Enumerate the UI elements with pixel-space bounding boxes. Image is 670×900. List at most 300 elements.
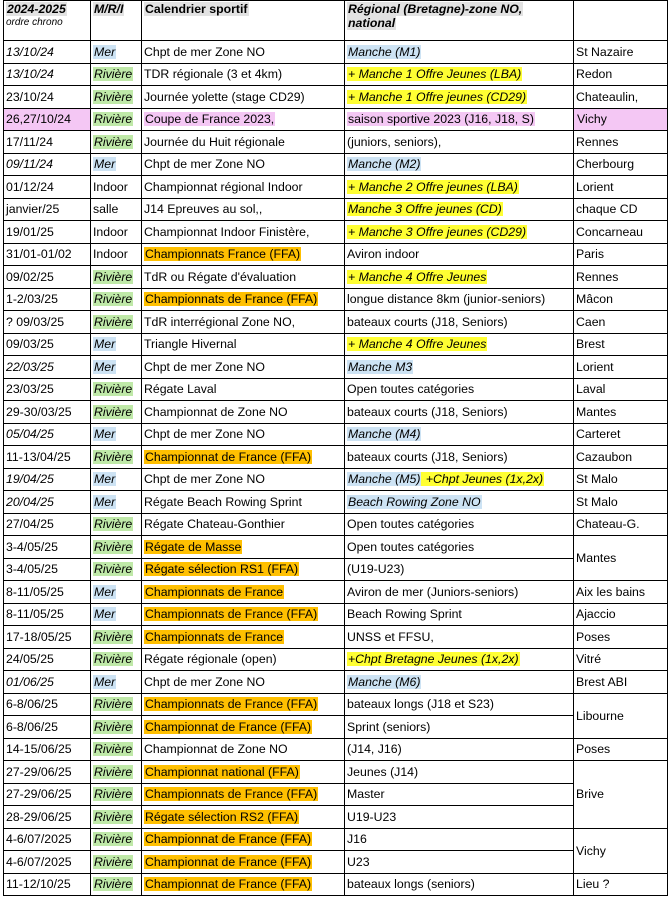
table-row xyxy=(4,783,668,806)
regional-cell xyxy=(345,63,574,86)
header-regional xyxy=(345,1,574,41)
regional-cell xyxy=(345,198,574,221)
event-cell xyxy=(142,671,345,694)
place-text: Vitré xyxy=(576,652,602,667)
place-text: Cazaubon xyxy=(576,449,633,464)
table-row xyxy=(4,671,668,694)
regional-cell xyxy=(345,266,574,289)
table-row xyxy=(4,536,668,559)
event-cell xyxy=(142,648,345,671)
regional-text: bateaux courts (J18, Seniors) xyxy=(347,314,508,329)
type-text: Rivière xyxy=(94,517,133,532)
place-text: Vichy xyxy=(576,843,606,858)
date-text: 14-15/06/25 xyxy=(6,742,72,757)
regional-cell xyxy=(345,761,574,784)
event-cell xyxy=(142,851,345,874)
event-text: Championnats France (FFA) xyxy=(145,247,301,262)
type-cell xyxy=(91,356,142,379)
regional-cell xyxy=(345,783,574,806)
type-cell xyxy=(91,41,142,64)
regional-cell xyxy=(345,108,574,131)
table-row xyxy=(4,288,668,311)
date-text: 09/03/25 xyxy=(6,337,54,352)
regional-text: +Chpt Bretagne Jeunes (1x,2x) xyxy=(348,652,519,667)
regional-cell xyxy=(345,468,574,491)
type-text: Rivière xyxy=(94,382,133,397)
place-text: St Malo xyxy=(576,494,618,509)
regional-cell xyxy=(345,693,574,716)
event-text: Chpt de mer Zone NO xyxy=(144,427,265,442)
regional-text: Manche (M5) xyxy=(348,472,421,487)
table-row xyxy=(4,41,668,64)
date-cell xyxy=(4,108,91,131)
date-text: 27-29/06/25 xyxy=(6,787,72,802)
type-text: Mer xyxy=(94,427,116,442)
event-cell xyxy=(142,468,345,491)
type-text: Rivière xyxy=(94,449,133,464)
date-cell xyxy=(4,333,91,356)
place-cell xyxy=(574,86,668,109)
header-season xyxy=(4,1,91,41)
event-cell xyxy=(142,828,345,851)
regional-cell xyxy=(345,491,574,514)
regional-text: (U19-U23) xyxy=(347,562,405,577)
place-cell xyxy=(574,671,668,694)
event-cell xyxy=(142,558,345,581)
type-text: Mer xyxy=(94,44,116,59)
date-cell xyxy=(4,738,91,761)
event-cell xyxy=(142,266,345,289)
table-row xyxy=(4,198,668,221)
table-row xyxy=(4,176,668,199)
event-cell xyxy=(142,63,345,86)
regional-extra-text: +Chpt Jeunes (1x,2x) xyxy=(422,472,544,487)
regional-cell xyxy=(345,671,574,694)
date-text: 26,27/10/24 xyxy=(6,112,71,127)
regional-text: bateaux longs (seniors) xyxy=(347,877,475,892)
regional-cell xyxy=(345,356,574,379)
type-cell xyxy=(91,491,142,514)
header-calendar xyxy=(142,1,345,41)
place-text: Lorient xyxy=(576,359,614,374)
event-cell xyxy=(142,761,345,784)
date-text: 09/11/24 xyxy=(6,157,53,172)
event-text: Championnats de France (FFA) xyxy=(145,607,318,622)
place-text: Cherbourg xyxy=(576,157,635,172)
type-text: Rivière xyxy=(94,89,133,104)
date-cell xyxy=(4,603,91,626)
table-row xyxy=(4,513,668,536)
date-cell xyxy=(4,198,91,221)
date-text: 11-12/10/25 xyxy=(6,877,71,892)
type-cell xyxy=(91,603,142,626)
regional-text: (juniors, seniors), xyxy=(347,134,442,149)
date-cell xyxy=(4,693,91,716)
regional-cell xyxy=(345,648,574,671)
place-text: Ajaccio xyxy=(576,607,616,622)
date-cell xyxy=(4,491,91,514)
event-text: Championnats de France (FFA) xyxy=(145,787,318,802)
event-text: Chpt de mer Zone NO xyxy=(144,44,265,59)
place-text: Paris xyxy=(576,247,605,262)
date-cell xyxy=(4,356,91,379)
season-label: 2024-2025 xyxy=(7,2,66,16)
table-row xyxy=(4,311,668,334)
table-row xyxy=(4,243,668,266)
date-text: 19/04/25 xyxy=(6,472,54,487)
place-cell xyxy=(574,356,668,379)
type-text: Rivière xyxy=(94,697,133,712)
regional-text: + Manche 3 Offre jeunes (CD29) xyxy=(348,224,527,239)
date-text: 17-18/05/25 xyxy=(6,629,72,644)
place-text: Brive xyxy=(576,787,605,802)
type-text: Mer xyxy=(94,359,116,374)
regional-cell xyxy=(345,873,574,896)
table-row xyxy=(4,693,668,716)
event-text: TDR régionale (3 et 4km) xyxy=(144,67,283,82)
regional-cell xyxy=(345,806,574,829)
place-cell xyxy=(574,108,668,131)
table-row xyxy=(4,626,668,649)
type-text: Rivière xyxy=(94,764,133,779)
event-cell xyxy=(142,581,345,604)
place-text: Laval xyxy=(576,382,606,397)
event-cell xyxy=(142,693,345,716)
event-text: TdR ou Régate d'évaluation xyxy=(144,269,297,284)
event-cell xyxy=(142,401,345,424)
event-cell xyxy=(142,198,345,221)
type-text: Rivière xyxy=(94,292,133,307)
event-text: Chpt de mer Zone NO xyxy=(144,674,265,689)
regional-text: Manche (M1) xyxy=(348,44,421,59)
place-cell xyxy=(574,198,668,221)
table-row xyxy=(4,851,668,874)
type-cell xyxy=(91,806,142,829)
regional-cell xyxy=(345,536,574,559)
type-text: Rivière xyxy=(94,134,133,149)
type-text: Mer xyxy=(94,674,116,689)
date-cell xyxy=(4,783,91,806)
regional-cell xyxy=(345,738,574,761)
place-text: Lorient xyxy=(576,179,614,194)
type-cell xyxy=(91,333,142,356)
type-text: Mer xyxy=(94,337,116,352)
sports-calendar-table xyxy=(3,0,668,896)
regional-cell xyxy=(345,288,574,311)
place-text: Poses xyxy=(576,629,611,644)
type-text: Mer xyxy=(94,584,116,599)
table-row xyxy=(4,423,668,446)
regional-cell xyxy=(345,131,574,154)
date-text: ? 09/03/25 xyxy=(6,314,65,329)
place-cell xyxy=(574,738,668,761)
event-cell xyxy=(142,783,345,806)
place-text: Brest ABI xyxy=(576,674,628,689)
table-row xyxy=(4,716,668,739)
calendar-label: Calendrier sportif xyxy=(145,2,248,16)
event-text: Chpt de mer Zone NO xyxy=(144,359,265,374)
type-text: Rivière xyxy=(94,629,133,644)
regional-text: saison sportive 2023 (J16, J18, S) xyxy=(348,112,534,127)
date-text: 1-2/03/25 xyxy=(6,292,58,307)
date-cell xyxy=(4,131,91,154)
date-text: 3-4/05/25 xyxy=(6,562,58,577)
date-cell xyxy=(4,873,91,896)
date-text: 31/01-01/02 xyxy=(6,247,72,262)
table-row xyxy=(4,401,668,424)
event-text: Championnats de France xyxy=(145,629,284,644)
regional-cell xyxy=(345,581,574,604)
table-row xyxy=(4,153,668,176)
place-text: Caen xyxy=(576,314,606,329)
regional-text: Aviron indoor xyxy=(347,247,420,262)
date-cell xyxy=(4,806,91,829)
date-cell xyxy=(4,243,91,266)
type-cell xyxy=(91,153,142,176)
event-cell xyxy=(142,153,345,176)
date-cell xyxy=(4,423,91,446)
table-row xyxy=(4,581,668,604)
type-text: Rivière xyxy=(94,787,133,802)
date-text: 13/10/24 xyxy=(6,44,54,59)
place-cell xyxy=(574,423,668,446)
type-text: Rivière xyxy=(94,877,133,892)
date-text: 19/01/25 xyxy=(6,224,54,239)
regional-text: Manche M3 xyxy=(348,359,413,374)
header-row xyxy=(4,1,668,41)
regional-text: + Manche 1 Offre Jeunes (LBA) xyxy=(348,67,522,82)
type-text: Rivière xyxy=(94,562,133,577)
place-cell xyxy=(574,41,668,64)
event-cell xyxy=(142,288,345,311)
date-cell xyxy=(4,558,91,581)
event-cell xyxy=(142,806,345,829)
type-text: Rivière xyxy=(94,809,133,824)
type-cell xyxy=(91,401,142,424)
date-text: 23/03/25 xyxy=(6,382,54,397)
regional-cell xyxy=(345,311,574,334)
header-place xyxy=(574,1,668,41)
regional-text: Master xyxy=(347,787,385,802)
table-row xyxy=(4,468,668,491)
type-cell xyxy=(91,221,142,244)
date-cell xyxy=(4,311,91,334)
regional-text: Beach Rowing Sprint xyxy=(347,607,462,622)
table-row xyxy=(4,131,668,154)
event-cell xyxy=(142,446,345,469)
regional-label-1: Régional (Bretagne)-zone NO, xyxy=(348,2,523,16)
type-cell xyxy=(91,468,142,491)
place-text: Rennes xyxy=(576,134,619,149)
table-row xyxy=(4,108,668,131)
place-cell xyxy=(574,401,668,424)
regional-text: UNSS et FFSU, xyxy=(347,629,434,644)
type-cell xyxy=(91,243,142,266)
event-cell xyxy=(142,626,345,649)
table-row xyxy=(4,266,668,289)
date-text: 4-6/07/2025 xyxy=(6,832,72,847)
type-cell xyxy=(91,648,142,671)
regional-text: + Manche 4 Offre Jeunes xyxy=(348,337,487,352)
regional-label-2: national xyxy=(348,16,396,30)
place-cell xyxy=(574,468,668,491)
table-row xyxy=(4,63,668,86)
date-text: 6-8/06/25 xyxy=(6,719,58,734)
date-cell xyxy=(4,446,91,469)
table-row xyxy=(4,356,668,379)
date-cell xyxy=(4,63,91,86)
regional-text: Open toutes catégories xyxy=(347,539,475,554)
type-text: Mer xyxy=(94,472,116,487)
date-cell xyxy=(4,536,91,559)
place-cell xyxy=(574,626,668,649)
place-cell xyxy=(574,693,668,738)
event-cell xyxy=(142,738,345,761)
regional-cell xyxy=(345,423,574,446)
date-cell xyxy=(4,86,91,109)
table-row xyxy=(4,873,668,896)
regional-cell xyxy=(345,603,574,626)
date-text: 22/03/25 xyxy=(6,359,54,374)
table-row xyxy=(4,446,668,469)
table-row xyxy=(4,761,668,784)
regional-text: + Manche 4 Offre Jeunes xyxy=(348,269,487,284)
date-text: 24/05/25 xyxy=(6,652,54,667)
season-sub-label: ordre chrono xyxy=(6,17,63,28)
type-cell xyxy=(91,108,142,131)
type-text: Rivière xyxy=(94,314,133,329)
type-cell xyxy=(91,423,142,446)
regional-cell xyxy=(345,243,574,266)
date-text: janvier/25 xyxy=(6,202,60,217)
date-cell xyxy=(4,288,91,311)
regional-cell xyxy=(345,446,574,469)
type-cell xyxy=(91,738,142,761)
type-cell xyxy=(91,626,142,649)
event-text: Championnats de France (FFA) xyxy=(145,697,318,712)
date-cell xyxy=(4,513,91,536)
place-cell xyxy=(574,221,668,244)
event-cell xyxy=(142,108,345,131)
place-text: Vichy xyxy=(577,112,607,127)
date-cell xyxy=(4,378,91,401)
place-cell xyxy=(574,536,668,581)
place-cell xyxy=(574,176,668,199)
date-cell xyxy=(4,153,91,176)
regional-cell xyxy=(345,153,574,176)
regional-cell xyxy=(345,626,574,649)
regional-cell xyxy=(345,41,574,64)
date-text: 27-29/06/25 xyxy=(6,764,72,779)
event-text: Championnat de Zone NO xyxy=(144,404,288,419)
type-text: Rivière xyxy=(94,832,133,847)
table-row xyxy=(4,648,668,671)
date-text: 09/02/25 xyxy=(6,269,54,284)
date-cell xyxy=(4,671,91,694)
type-text: Rivière xyxy=(94,719,133,734)
place-text: Brest xyxy=(576,337,605,352)
date-text: 17/11/24 xyxy=(6,134,53,149)
type-cell xyxy=(91,378,142,401)
event-text: Régate de Masse xyxy=(145,539,242,554)
table-row xyxy=(4,333,668,356)
place-cell xyxy=(574,243,668,266)
event-cell xyxy=(142,311,345,334)
event-text: Championnat de France (FFA) xyxy=(145,877,312,892)
event-text: TdR interrégional Zone NO, xyxy=(144,314,296,329)
event-text: Championnats de France xyxy=(145,584,284,599)
type-cell xyxy=(91,536,142,559)
place-text: Aix les bains xyxy=(576,584,646,599)
event-text: Journée yolette (stage CD29) xyxy=(144,89,305,104)
regional-cell xyxy=(345,176,574,199)
place-text: Mantes xyxy=(576,404,617,419)
event-cell xyxy=(142,603,345,626)
regional-cell xyxy=(345,513,574,536)
type-cell xyxy=(91,131,142,154)
date-text: 8-11/05/25 xyxy=(6,584,64,599)
event-text: Chpt de mer Zone NO xyxy=(144,157,265,172)
type-cell xyxy=(91,828,142,851)
type-text: Indoor xyxy=(93,179,128,194)
event-cell xyxy=(142,513,345,536)
event-text: Championnat de France (FFA) xyxy=(145,449,312,464)
event-text: Régate sélection RS2 (FFA) xyxy=(145,809,299,824)
type-text: Rivière xyxy=(94,112,133,127)
table-row xyxy=(4,738,668,761)
event-text: Championnat régional Indoor xyxy=(144,179,303,194)
table-row xyxy=(4,86,668,109)
table-row xyxy=(4,603,668,626)
event-cell xyxy=(142,873,345,896)
type-text: Rivière xyxy=(94,404,133,419)
place-cell xyxy=(574,513,668,536)
regional-cell xyxy=(345,851,574,874)
regional-text: Manche (M2) xyxy=(348,157,421,172)
date-cell xyxy=(4,828,91,851)
date-cell xyxy=(4,648,91,671)
event-text: Championnat de France (FFA) xyxy=(145,854,312,869)
place-cell xyxy=(574,378,668,401)
place-text: Poses xyxy=(576,742,611,757)
header-type xyxy=(91,1,142,41)
place-text: chaque CD xyxy=(576,202,638,217)
event-text: Régate sélection RS1 (FFA) xyxy=(145,562,299,577)
date-cell xyxy=(4,266,91,289)
date-cell xyxy=(4,716,91,739)
type-text: Indoor xyxy=(93,247,128,262)
event-text: Triangle Hivernal xyxy=(144,337,237,352)
event-cell xyxy=(142,41,345,64)
type-cell xyxy=(91,716,142,739)
place-cell xyxy=(574,581,668,604)
type-cell xyxy=(91,446,142,469)
table-row xyxy=(4,378,668,401)
type-cell xyxy=(91,63,142,86)
date-cell xyxy=(4,468,91,491)
date-text: 3-4/05/25 xyxy=(6,539,58,554)
regional-text: + Manche 1 Offre jeunes (CD29) xyxy=(348,89,527,104)
table-row xyxy=(4,558,668,581)
type-cell xyxy=(91,198,142,221)
place-text: Mâcon xyxy=(576,292,613,307)
date-text: 13/10/24 xyxy=(6,67,54,82)
regional-text: + Manche 2 Offre jeunes (LBA) xyxy=(348,179,518,194)
type-text: Rivière xyxy=(94,742,133,757)
event-cell xyxy=(142,221,345,244)
place-cell xyxy=(574,446,668,469)
place-cell xyxy=(574,491,668,514)
